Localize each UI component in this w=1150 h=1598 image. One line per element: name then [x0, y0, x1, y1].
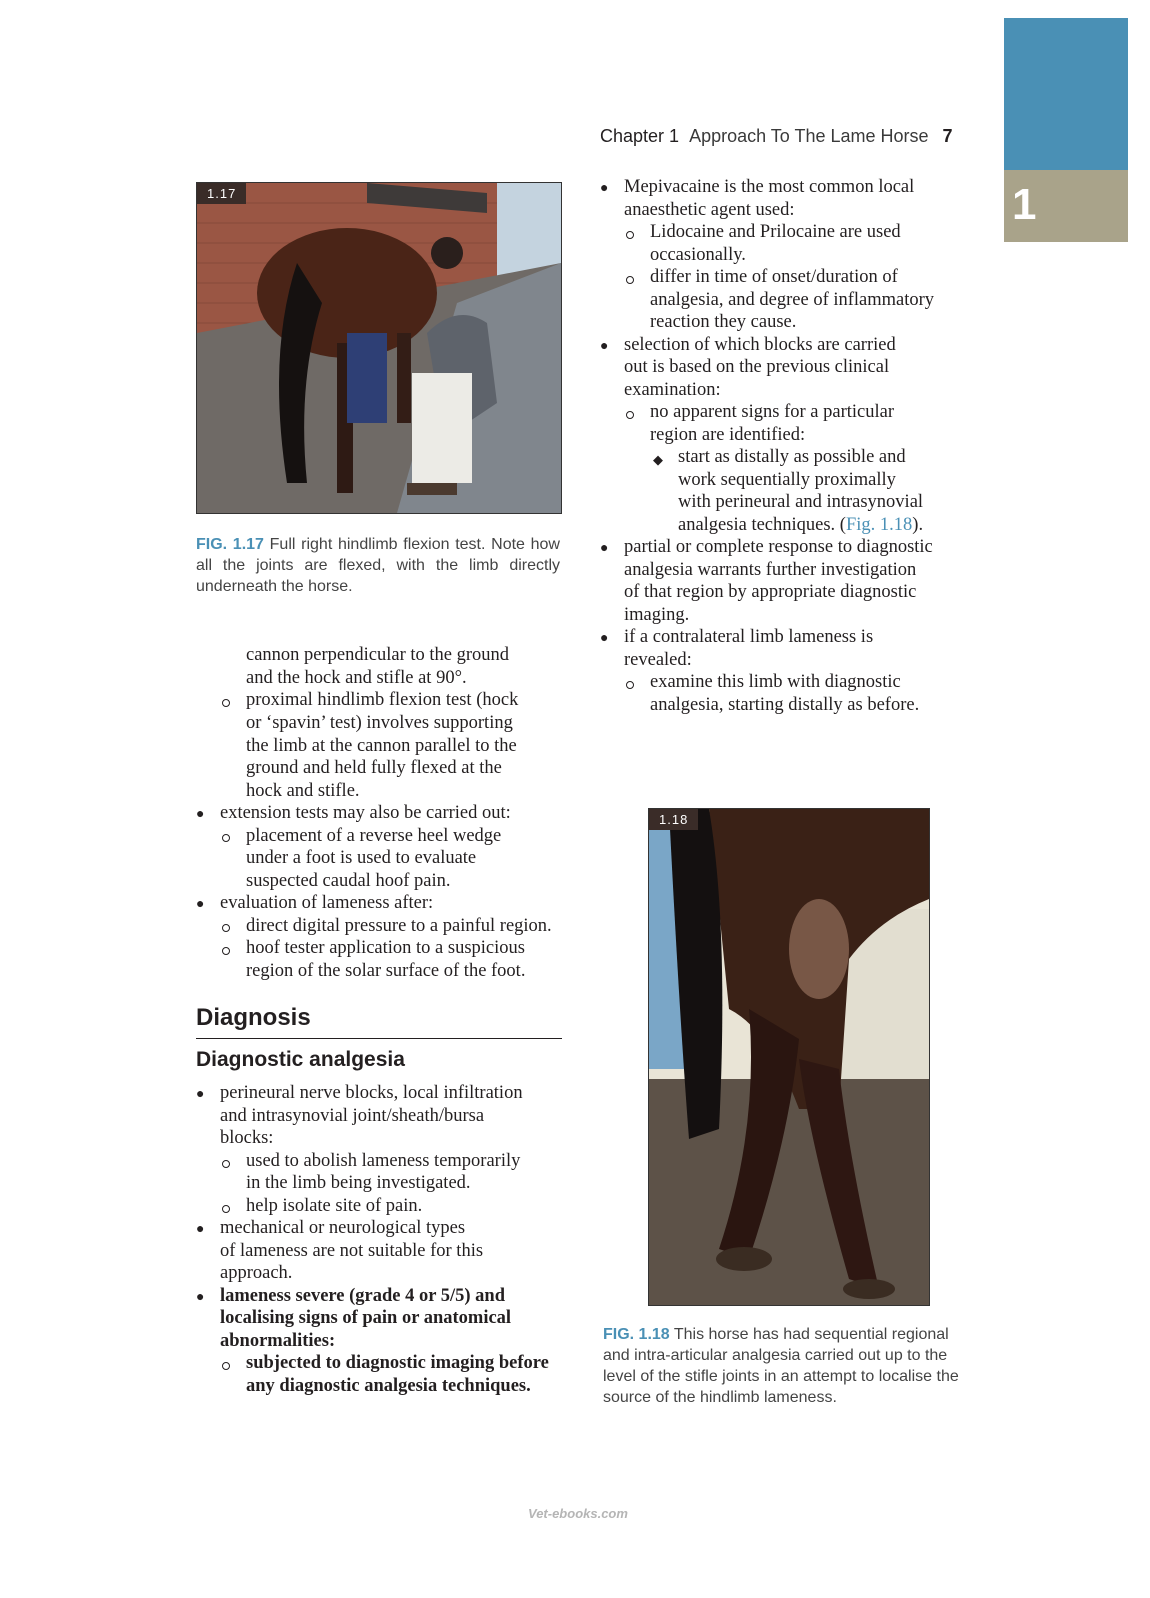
sub-bullet [222, 947, 230, 955]
sub-bullet [222, 834, 230, 842]
footer-watermark: Vet-ebooks.com [528, 1506, 628, 1521]
bullet: ● [196, 897, 205, 912]
text-line: and the hock and stifle at 90°. [246, 668, 467, 688]
figure-1-18-caption [603, 1324, 975, 1408]
text-line: in the limb being investigated. [246, 1173, 471, 1193]
text-line: approach. [220, 1263, 293, 1283]
figure-1-18-label: 1.18 [649, 809, 698, 830]
text-line: selection of which blocks are carried [624, 335, 896, 355]
text-line: and intrasynovial joint/sheath/bursa [220, 1106, 485, 1126]
text-line: used to abolish lameness temporarily [246, 1151, 521, 1171]
bullet: ● [600, 181, 609, 196]
bullet: ● [196, 1290, 205, 1305]
text-line: region of the solar surface of the foot. [246, 961, 526, 981]
text-line: analgesia, starting distally as before. [650, 695, 920, 715]
text-line: examination: [624, 380, 721, 400]
sub-bullet [222, 1205, 230, 1213]
sub-bullet [222, 1362, 230, 1370]
sub-bullet [626, 681, 634, 689]
sub-bullet [222, 1160, 230, 1168]
text-line: region are identified: [650, 425, 806, 445]
text-line: the limb at the cannon parallel to the [246, 736, 517, 756]
text-line: examine this limb with diagnostic [650, 672, 901, 692]
figure-1-17-caption [196, 534, 560, 597]
figure-1-17-ref: FIG. 1.17 [196, 536, 264, 553]
text-line: no apparent signs for a particular [650, 402, 895, 422]
figure-link[interactable]: Fig. 1.18 [845, 515, 913, 535]
bullet: ● [600, 541, 609, 556]
section-heading: Diagnosis [196, 1004, 311, 1031]
sub-bullet [626, 276, 634, 284]
chapter-title: Approach To The Lame Horse [689, 126, 929, 146]
text-fragment: ). [912, 515, 924, 535]
text-line: out is based on the previous clinical [624, 357, 890, 377]
text-line: work sequentially proximally [678, 470, 896, 490]
text-line: analgesia warrants further investigation [624, 560, 917, 580]
text-line: hoof tester application to a suspicious [246, 938, 525, 958]
text-fragment: analgesia techniques. ( [678, 515, 846, 535]
text-line: occasionally. [650, 245, 746, 265]
bullet: ● [600, 339, 609, 354]
page-number: 7 [942, 126, 953, 146]
figure-1-17-caption-text: Full right hindlimb flexion test. Note how all the joints are flexed, with the limb directly underneath the horse. [196, 536, 560, 595]
text-line: imaging. [624, 605, 690, 625]
text-line: Mepivacaine is the most common local [624, 177, 915, 197]
figure-1-18 [648, 808, 930, 1306]
text-line: any diagnostic analgesia techniques. [246, 1376, 531, 1396]
text-line: subjected to diagnostic imaging before [246, 1353, 549, 1373]
figure-1-17-label: 1.17 [197, 183, 246, 204]
figure-1-17 [196, 182, 562, 514]
text-line: proximal hindlimb flexion test (hock [246, 690, 519, 710]
text-line [678, 514, 923, 537]
bullet: ● [196, 807, 205, 822]
figure-1-17-photo [197, 183, 561, 513]
subsection-heading: Diagnostic analgesia [196, 1048, 405, 1071]
sub-bullet [626, 411, 634, 419]
text-line: with perineural and intrasynovial [678, 492, 924, 512]
diamond-bullet: ◆ [653, 452, 663, 467]
text-line: reaction they cause. [650, 312, 797, 332]
chapter-label: Chapter 1 [600, 126, 680, 146]
text-line: or ‘spavin’ test) involves supporting [246, 713, 513, 733]
text-line: direct digital pressure to a painful region. [246, 916, 552, 936]
text-line: if a contralateral limb lameness is [624, 627, 874, 647]
text-line: localising signs of pain or anatomical [220, 1308, 512, 1328]
text-line: placement of a reverse heel wedge [246, 826, 502, 846]
text-line: mechanical or neurological types [220, 1218, 466, 1238]
text-line: ground and held fully flexed at the [246, 758, 502, 778]
chapter-tab-upper [1004, 18, 1128, 170]
text-line: evaluation of lameness after: [220, 893, 434, 913]
text-line: lameness severe (grade 4 or 5/5) and [220, 1286, 505, 1306]
text-line: differ in time of onset/duration of [650, 267, 898, 287]
text-line: revealed: [624, 650, 692, 670]
text-line: abnormalities: [220, 1331, 336, 1351]
text-line: analgesia, and degree of inflammatory [650, 290, 935, 310]
text-line: suspected caudal hoof pain. [246, 871, 451, 891]
text-line: partial or complete response to diagnostic [624, 537, 933, 557]
text-line: perineural nerve blocks, local infiltration [220, 1083, 523, 1103]
sub-bullet [222, 699, 230, 707]
text-line: anaesthetic agent used: [624, 200, 795, 220]
text-line: help isolate site of pain. [246, 1196, 423, 1216]
chapter-tab-number: 1 [1012, 180, 1037, 229]
text-line: under a foot is used to evaluate [246, 848, 477, 868]
text-line: cannon perpendicular to the ground [246, 645, 510, 665]
running-header [600, 124, 980, 148]
bullet: ● [600, 631, 609, 646]
bullet: ● [196, 1087, 205, 1102]
figure-1-18-ref: FIG. 1.18 [603, 1326, 670, 1343]
figure-1-18-caption-text: This horse has had sequential regional and intra-articular analgesia carried out up to the level of the stifle joints in an attempt to localise the source of the hindlimb lameness. [603, 1326, 959, 1406]
text-line: of that region by appropriate diagnostic [624, 582, 917, 602]
figure-1-18-photo [649, 809, 929, 1305]
sub-bullet [626, 231, 634, 239]
sub-bullet [222, 924, 230, 932]
text-line: Lidocaine and Prilocaine are used [650, 222, 901, 242]
text-line: blocks: [220, 1128, 274, 1148]
heading-rule [196, 1038, 562, 1039]
text-line: extension tests may also be carried out: [220, 803, 511, 823]
text-line: of lameness are not suitable for this [220, 1241, 484, 1261]
bullet: ● [196, 1222, 205, 1237]
text-line: start as distally as possible and [678, 447, 906, 467]
text-line: hock and stifle. [246, 781, 360, 801]
